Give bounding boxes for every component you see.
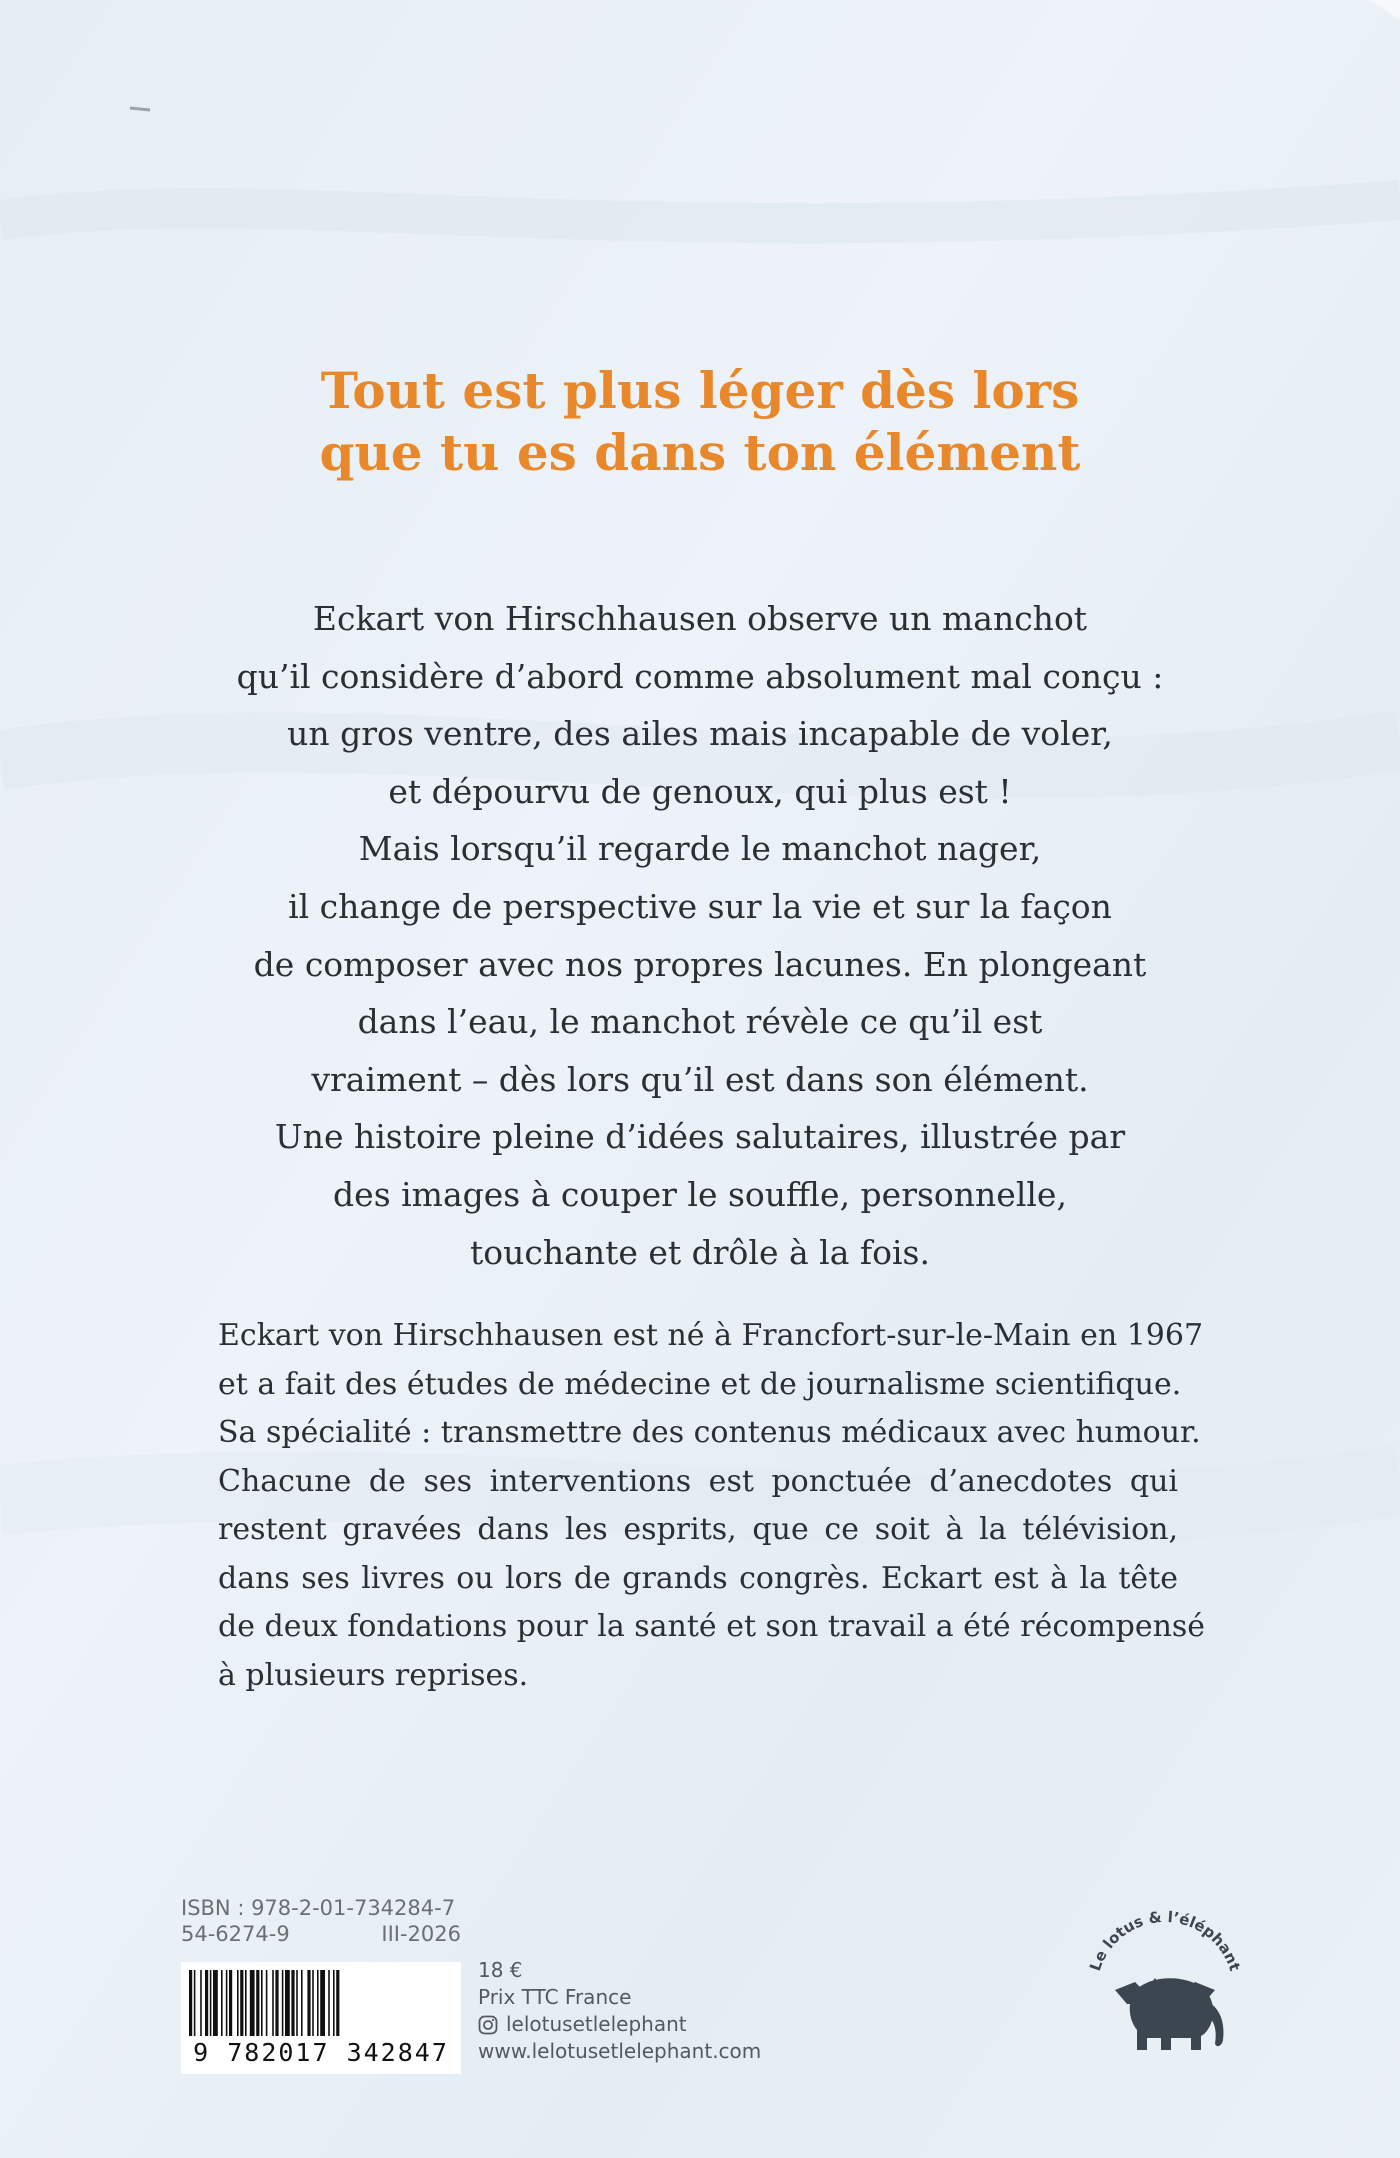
bio-line: restent gravées dans les esprits, que ce soit à la télévision, [218, 1512, 1178, 1547]
instagram-handle[interactable]: lelotusetlelephant [506, 2012, 687, 2036]
barcode-bar [240, 1970, 243, 2036]
barcode-bar [272, 1970, 274, 2036]
blurb-line: il change de perspective sur la vie et sur la façon [288, 886, 1112, 926]
barcode-bar [301, 1970, 303, 2036]
bio-line: Sa spécialité : transmettre des contenus médicaux avec humour. [218, 1415, 1201, 1450]
bio-line: Eckart von Hirschhausen est né à Francfort-sur-le-Main en 1967 [218, 1318, 1204, 1353]
instagram-icon [478, 2015, 498, 2035]
instagram-row[interactable] [478, 2011, 761, 2038]
barcode-number: 9 782017 342847 [193, 2038, 449, 2067]
blurb-line: qu’il considère d’abord comme absolument mal conçu : [236, 656, 1164, 696]
bio-line: et a fait des études de médecine et de journalisme scientifique. [218, 1366, 1182, 1402]
barcode-bars [189, 1970, 453, 2036]
headline-line: Tout est plus léger dès lors [320, 361, 1080, 420]
barcode-bar [282, 1970, 284, 2036]
product-codes [181, 1922, 461, 1946]
headline [0, 360, 1400, 484]
barcode-bar [333, 1970, 335, 2036]
blurb-line: touchante et drôle à la fois. [470, 1232, 930, 1272]
barcode-bar [317, 1970, 319, 2036]
blurb [0, 590, 1400, 1281]
barcode-bar [245, 1970, 247, 2036]
barcode-bar [320, 1970, 325, 2036]
code-right: III-2026 [381, 1922, 461, 1946]
barcode-bar [275, 1970, 278, 2036]
bio-line: Chacune de ses interventions est ponctuée d’anecdotes qui [218, 1463, 1178, 1499]
barcode-bar [256, 1970, 259, 2036]
barcode-bar [250, 1970, 255, 2036]
blurb-line: un gros ventre, des ailes mais incapable de voler, [287, 714, 1113, 754]
barcode-bar [229, 1970, 232, 2036]
barcode-bar [205, 1970, 208, 2036]
barcode-bar [328, 1970, 330, 2036]
bio-line: à plusieurs reprises. [218, 1657, 529, 1693]
isbn: ISBN : 978-2-01-734284-7 [181, 1896, 456, 1920]
blurb-line: et dépourvu de genoux, qui plus est ! [388, 771, 1012, 811]
bio-line: dans ses livres ou lors de grands congrès. Eckart est à la tête [218, 1560, 1178, 1596]
barcode-bar [210, 1970, 212, 2036]
barcode-bar [296, 1970, 298, 2036]
price-label: Prix TTC France [478, 1985, 632, 2009]
code-left: 54-6274-9 [181, 1922, 290, 1946]
barcode-bar [336, 1970, 339, 2036]
barcode [181, 1962, 461, 2074]
blurb-line: de composer avec nos propres lacunes. En plongeant [253, 944, 1147, 984]
author-bio [218, 1312, 1206, 1700]
barcode-bar [285, 1970, 290, 2036]
price: 18 € [478, 1958, 523, 1982]
barcode-bar [213, 1970, 218, 2036]
price-info [478, 1957, 761, 2065]
barcode-bar [189, 1970, 192, 2036]
blurb-line: Mais lorsqu’il regarde le manchot nager, [358, 829, 1042, 869]
blurb-line: vraiment – dès lors qu’il est dans son élément. [311, 1059, 1089, 1099]
barcode-bar [307, 1970, 310, 2036]
barcode-bar [266, 1970, 268, 2036]
barcode-bar [312, 1970, 314, 2036]
blurb-line: des images à couper le souffle, personnelle, [333, 1174, 1067, 1214]
publisher-logo-text: Le lotus & l’éléphant [1086, 1907, 1244, 1974]
barcode-bar [200, 1970, 202, 2036]
website-link[interactable]: www.lelotusetlelephant.com [478, 2039, 762, 2063]
barcode-bar [221, 1970, 223, 2036]
barcode-bar [237, 1970, 239, 2036]
barcode-bar [291, 1970, 294, 2036]
blurb-line: Une histoire pleine d’idées salutaires, illustrée par [274, 1117, 1126, 1157]
bio-line: de deux fondations pour la santé et son travail a été récompensé [218, 1609, 1206, 1644]
barcode-bar [261, 1970, 263, 2036]
elephant-icon [1115, 1978, 1223, 2050]
barcode-bar [194, 1970, 196, 2036]
barcode-bar [226, 1970, 228, 2036]
blurb-line: dans l’eau, le manchot révèle ce qu’il est [357, 1002, 1043, 1042]
headline-line: que tu es dans ton élément [319, 423, 1081, 482]
blurb-line: Eckart von Hirschhausen observe un manchot [312, 599, 1088, 638]
elephant-lotus-logo [1075, 1870, 1255, 2060]
